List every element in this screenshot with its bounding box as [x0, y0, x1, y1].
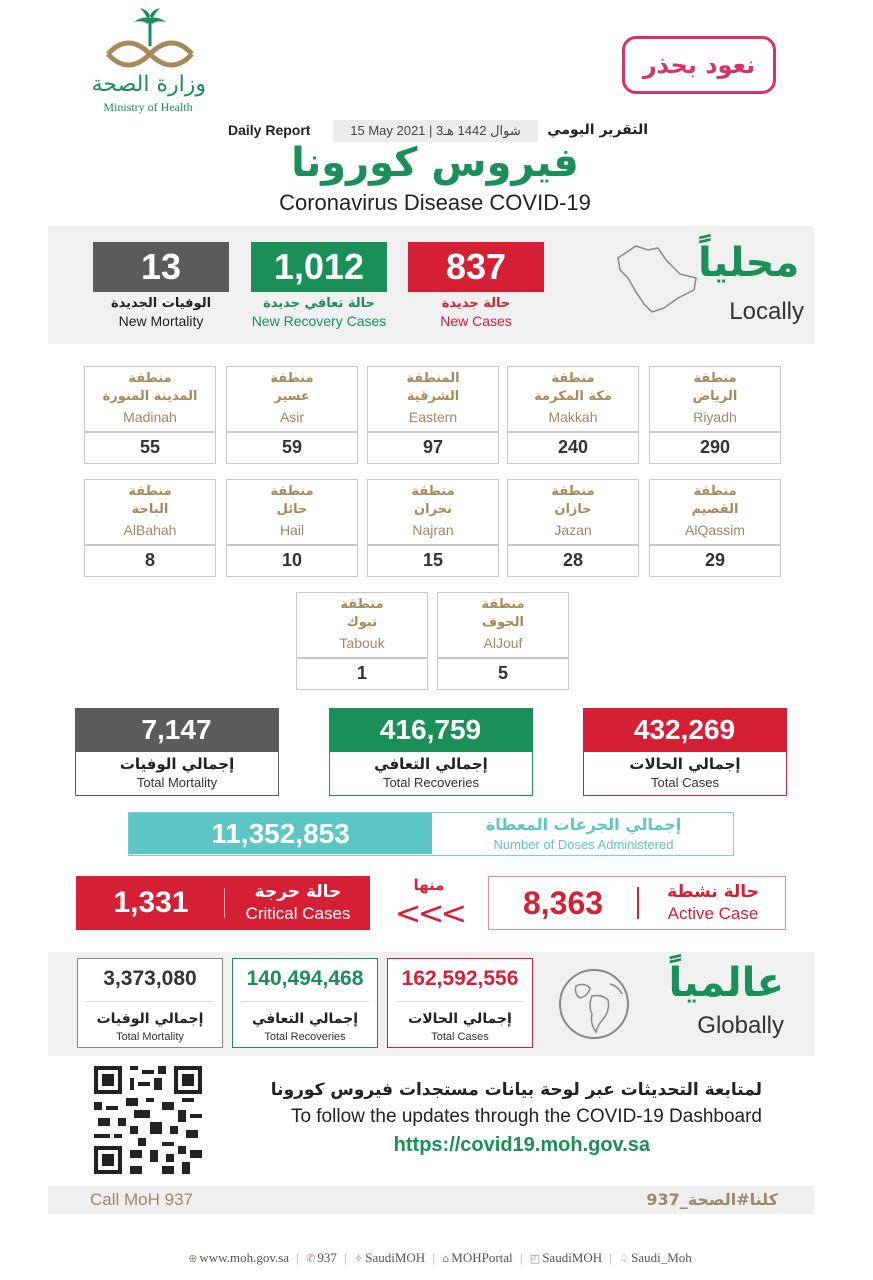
separator: | — [344, 1250, 347, 1265]
divider — [224, 888, 225, 918]
critical-cases-value: 1,331 — [113, 886, 189, 919]
daily-report-en: Daily Report — [228, 122, 311, 138]
global-mortality-card — [77, 958, 223, 1048]
region-card — [226, 366, 358, 464]
total-mortality-label-ar: إجمالي الوفيات — [119, 755, 235, 773]
global-recoveries-label-en: Total Recoveries — [264, 1031, 346, 1043]
global-cases-card — [387, 958, 533, 1048]
region-value: 10 — [281, 550, 303, 570]
locally-panel — [48, 226, 814, 344]
web-icon: ⊕ — [188, 1252, 198, 1265]
dashboard-link[interactable]: https://covid19.moh.gov.sa — [393, 1134, 650, 1156]
global-cases-value: 162,592,556 — [401, 967, 519, 990]
critical-cases-label-ar: حالة حرجة — [254, 882, 342, 902]
total-recoveries-label-en: Total Recoveries — [382, 775, 480, 790]
global-cases-label-ar: إجمالي الحالات — [408, 1011, 512, 1027]
doses-label-en: Number of Doses Administered — [493, 837, 674, 852]
divider — [368, 544, 498, 546]
critical-cases-card — [76, 876, 370, 930]
saudi-map-icon — [608, 238, 700, 316]
new-cases-value: 837 — [408, 242, 544, 292]
page-title-en: Coronavirus Disease COVID-19 — [279, 190, 591, 215]
region-name-ar: نجران — [414, 502, 452, 517]
region-label-ar: منطقة — [693, 484, 737, 499]
region-name-en: Hail — [279, 522, 305, 538]
region-value: 29 — [704, 550, 726, 570]
region-name-ar: تبوك — [346, 615, 378, 630]
footer-portal[interactable]: MOHPortal — [451, 1250, 513, 1265]
hashtag-text: كلنا#الصحة_937 — [646, 1190, 778, 1209]
snapchat-icon: ♤ — [619, 1252, 630, 1265]
report-date: 15 May 2021 | 3شوال 1442 هـ — [333, 120, 538, 142]
global-cases-label-en: Total Cases — [431, 1031, 489, 1043]
region-card — [296, 592, 428, 690]
active-cases-label-en: Active Case — [667, 904, 759, 923]
divider — [85, 544, 215, 546]
divider — [227, 431, 357, 433]
campaign-logo — [622, 36, 776, 94]
new-recovery-value: 1,012 — [251, 242, 387, 292]
divider — [241, 1001, 369, 1002]
divider — [85, 431, 215, 433]
region-value: 8 — [144, 550, 155, 570]
globally-panel — [48, 952, 814, 1056]
divider — [650, 544, 780, 546]
critical-cases-label-en: Critical Cases — [245, 904, 351, 923]
global-recoveries-value: 140,494,468 — [246, 967, 364, 990]
region-label-ar: منطقة — [693, 371, 737, 386]
global-mortality-value: 3,373,080 — [103, 967, 197, 990]
region-label-ar: منطقة — [411, 484, 455, 499]
divider — [508, 431, 638, 433]
region-name-en: Tabouk — [339, 635, 385, 651]
region-label-ar: منطقة — [128, 484, 172, 499]
region-name-ar: مكة المكرمة — [534, 389, 612, 404]
active-cases-card — [488, 876, 786, 930]
region-label-ar: منطقة — [481, 597, 525, 612]
total-cases-card — [583, 708, 787, 796]
region-card — [507, 366, 639, 464]
dashboard-text-en: To follow the updates through the COVID-19 Dashboard — [290, 1106, 762, 1127]
region-card — [649, 366, 781, 464]
region-name-en: AlQassim — [685, 522, 745, 538]
region-value: 290 — [699, 437, 731, 457]
locally-label-ar: محلياً — [698, 240, 800, 286]
new-recovery-label-en: New Recovery Cases — [251, 313, 387, 329]
divider — [508, 544, 638, 546]
active-cases-label-ar: حالة نشطة — [667, 882, 759, 902]
total-recoveries-label-ar: إجمالي التعافي — [374, 755, 488, 773]
divider — [227, 544, 357, 546]
twitter-icon: ✧ — [354, 1252, 364, 1265]
total-mortality-label-en: Total Mortality — [136, 775, 218, 790]
region-value: 15 — [422, 550, 444, 570]
region-value: 28 — [562, 550, 584, 570]
footer-links — [140, 1250, 740, 1272]
divider — [86, 1001, 214, 1002]
region-name-en: AlJouf — [483, 635, 523, 651]
global-recoveries-label-ar: إجمالي التعافي — [251, 1011, 359, 1027]
region-value: 55 — [139, 437, 161, 457]
new-mortality-label-ar: الوفيات الجديدة — [110, 296, 212, 311]
separator: | — [519, 1250, 523, 1265]
region-name-en: Makkah — [548, 409, 598, 425]
page-title-ar: فيروس كورونا — [291, 140, 579, 186]
locally-label-en: Locally — [729, 298, 804, 325]
footer-phone[interactable]: 937 — [317, 1250, 337, 1265]
region-name-ar: جازان — [554, 502, 592, 517]
arrows-icon: <<< — [394, 894, 464, 932]
region-value: 240 — [557, 437, 589, 457]
separator: | — [609, 1250, 612, 1265]
instagram-icon: ◰ — [529, 1252, 541, 1265]
divider — [650, 431, 780, 433]
region-name-en: Najran — [412, 522, 454, 538]
qr-code-icon[interactable] — [94, 1066, 202, 1174]
ministry-name-ar: وزارة الصحة — [91, 72, 206, 97]
global-mortality-label-ar: إجمالي الوفيات — [96, 1011, 204, 1027]
footer-twitter[interactable]: SaudiMOH — [365, 1250, 426, 1265]
among-label: منها — [413, 876, 445, 894]
total-cases-label-ar: إجمالي الحالات — [629, 755, 741, 773]
total-cases-label-en: Total Cases — [651, 775, 719, 790]
region-value: 97 — [422, 437, 444, 457]
region-card — [649, 479, 781, 577]
active-cases-value: 8,363 — [522, 885, 604, 921]
region-name-en: Asir — [279, 409, 305, 425]
region-label-ar: منطقة — [340, 597, 384, 612]
divider — [368, 431, 498, 433]
region-card — [507, 479, 639, 577]
region-value: 59 — [281, 437, 303, 457]
doses-card — [128, 812, 734, 856]
footer-website[interactable]: www.moh.gov.sa — [199, 1250, 290, 1265]
region-name-ar: المدينة المنورة — [102, 389, 198, 404]
globally-label-ar: عالمياً — [668, 960, 784, 1006]
region-label-ar: المنطقة — [406, 371, 460, 386]
region-value: 1 — [356, 663, 367, 683]
region-name-ar: الرياض — [692, 389, 738, 404]
region-label-ar: منطقة — [270, 371, 314, 386]
report-line — [200, 120, 670, 142]
region-card — [84, 366, 216, 464]
divider — [438, 657, 568, 659]
total-recoveries-value: 416,759 — [329, 708, 533, 752]
new-cases-label-ar: حالة جديدة — [441, 296, 511, 311]
region-name-ar: الباحة — [131, 502, 169, 517]
doses-label-ar: إجمالي الجرعات المعطاة — [485, 815, 682, 834]
call-moh-text: Call MoH 937 — [90, 1190, 193, 1209]
new-mortality-label-en: New Mortality — [118, 313, 204, 329]
region-label-ar: منطقة — [551, 484, 595, 499]
daily-report-ar: التقرير اليومي — [547, 122, 648, 138]
doses-value: 11,352,853 — [129, 813, 432, 854]
global-mortality-label-en: Total Mortality — [116, 1031, 184, 1043]
separator: | — [296, 1250, 299, 1265]
region-label-ar: منطقة — [551, 371, 595, 386]
phone-icon: ✆ — [306, 1252, 316, 1265]
region-card — [226, 479, 358, 577]
divider — [396, 1001, 524, 1002]
region-name-ar: الجوف — [482, 615, 524, 630]
new-recovery-label-ar: حالة تعافي جديدة — [263, 296, 375, 311]
region-value: 5 — [497, 663, 508, 683]
globally-label-en: Globally — [697, 1012, 784, 1039]
separator: | — [432, 1250, 436, 1265]
globe-icon — [556, 966, 632, 1042]
region-card — [84, 479, 216, 577]
dashboard-text-ar: لمتابعة التحديثات عبر لوحة بيانات مستجدات فيروس كورونا — [270, 1080, 762, 1100]
portal-icon: ⌂ — [442, 1252, 450, 1265]
region-card — [437, 592, 569, 690]
total-mortality-card — [75, 708, 279, 796]
region-label-ar: منطقة — [270, 484, 314, 499]
global-recoveries-card — [232, 958, 378, 1048]
ministry-name-en: Ministry of Health — [103, 100, 193, 114]
region-name-en: AlBahah — [123, 522, 177, 538]
region-name-ar: حائل — [276, 502, 308, 517]
region-card — [367, 479, 499, 577]
total-recoveries-card — [329, 708, 533, 796]
region-name-ar: عسير — [274, 389, 310, 404]
region-name-ar: القصيم — [691, 502, 739, 517]
campaign-text: نعود بحذر — [642, 51, 756, 79]
footer-instagram[interactable]: SaudiMOH — [542, 1250, 603, 1265]
region-name-en: Madinah — [123, 409, 177, 425]
footer-snapchat[interactable]: Saudi_Moh — [631, 1250, 692, 1265]
region-name-en: Jazan — [554, 522, 592, 538]
new-mortality-value: 13 — [93, 242, 229, 292]
region-name-ar: الشرقية — [406, 389, 460, 404]
region-name-en: Riyadh — [693, 409, 737, 425]
new-cases-label-en: New Cases — [440, 313, 512, 329]
total-cases-value: 432,269 — [583, 708, 787, 752]
call-bar — [48, 1186, 814, 1214]
divider — [297, 657, 427, 659]
region-label-ar: منطقة — [128, 371, 172, 386]
divider — [637, 887, 639, 919]
total-mortality-value: 7,147 — [75, 708, 279, 752]
region-card — [367, 366, 499, 464]
region-name-en: Eastern — [408, 409, 458, 425]
